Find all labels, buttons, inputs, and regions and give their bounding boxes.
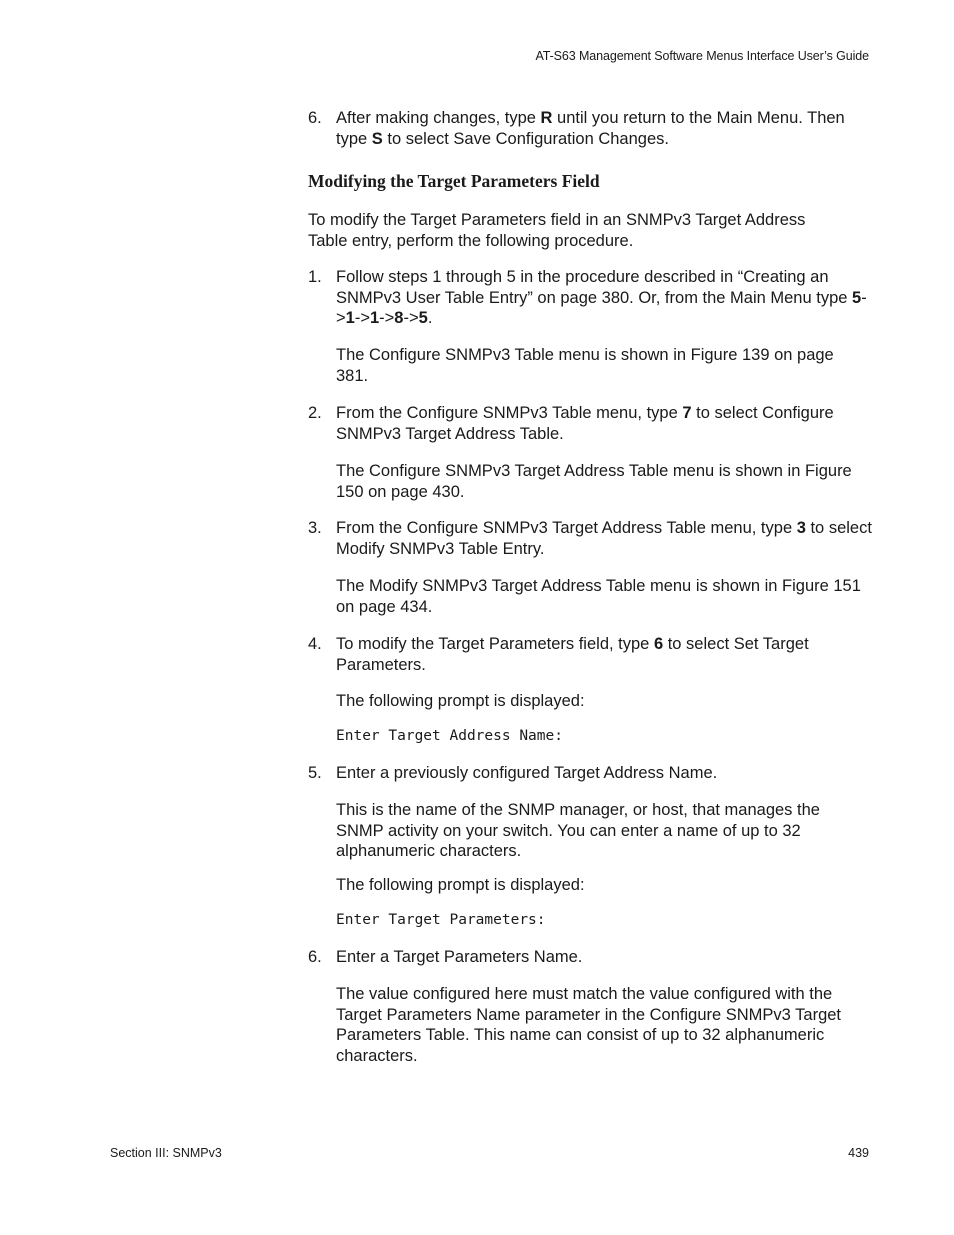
prompt-target-address-name: Enter Target Address Name: <box>336 728 563 744</box>
step-text: After making changes, type R until you return to the Main Menu. Then type S to select Save Configuration Changes. <box>336 109 845 148</box>
step-2-note: The Configure SNMPv3 Target Address Table menu is shown in Figure 150 on page 430. <box>336 462 852 501</box>
page-number: 439 <box>848 1146 869 1160</box>
step-text: To modify the Target Parameters field, type 6 to select Set Target Parameters. <box>336 635 809 674</box>
section-intro: To modify the Target Parameters field in an SNMPv3 Target Address Table entry, perform the following procedure. <box>308 211 806 250</box>
step-text: Enter a previously configured Target Address Name. <box>336 764 718 782</box>
step-6-note: The value configured here must match the value configured with the Target Parameters Name parameter in the Configure SNMPv3 Target Parameters Table. This name can consist of up to 32 alphanumeric characters. <box>336 985 842 1065</box>
step-5-note-2: The following prompt is displayed: <box>336 876 585 894</box>
step-5 <box>308 763 873 784</box>
step-number: 4. <box>308 635 322 653</box>
page-header: AT-S63 Management Software Menus Interface User’s Guide <box>535 49 869 63</box>
intro-step <box>308 108 873 149</box>
step-text: From the Configure SNMPv3 Table menu, type 7 to select Configure SNMPv3 Target Address Table. <box>336 404 834 443</box>
step-number: 2. <box>308 404 322 422</box>
step-4 <box>308 634 873 675</box>
key-s: S <box>371 129 383 148</box>
step-1 <box>308 267 873 329</box>
step-number: 5. <box>308 764 322 782</box>
step-number: 1. <box>308 268 322 286</box>
step-4-note: The following prompt is displayed: <box>336 692 585 710</box>
step-text: Follow steps 1 through 5 in the procedure described in “Creating an SNMPv3 User Table Entry” on page 380. Or, from the Main Menu type 5->1->1->8->5. <box>336 268 867 327</box>
section-heading: Modifying the Target Parameters Field <box>308 171 600 191</box>
prompt-target-parameters: Enter Target Parameters: <box>336 912 546 928</box>
step-number: 6. <box>308 109 322 127</box>
step-3-note: The Modify SNMPv3 Target Address Table menu is shown in Figure 151 on page 434. <box>336 577 861 616</box>
step-1-note: The Configure SNMPv3 Table menu is shown in Figure 139 on page 381. <box>336 346 834 385</box>
footer-section: Section III: SNMPv3 <box>110 1146 222 1160</box>
step-5-note: This is the name of the SNMP manager, or host, that manages the SNMP activity on your switch. You can enter a name of up to 32 alphanumeric characters. <box>336 801 820 860</box>
step-text: Enter a Target Parameters Name. <box>336 948 583 966</box>
step-number: 3. <box>308 519 322 537</box>
step-number: 6. <box>308 948 322 966</box>
step-2 <box>308 403 873 444</box>
step-3 <box>308 518 873 559</box>
key-r: R <box>540 109 553 127</box>
step-6 <box>308 947 873 968</box>
step-text: From the Configure SNMPv3 Target Address Table menu, type 3 to select Modify SNMPv3 Table Entry. <box>336 519 872 558</box>
